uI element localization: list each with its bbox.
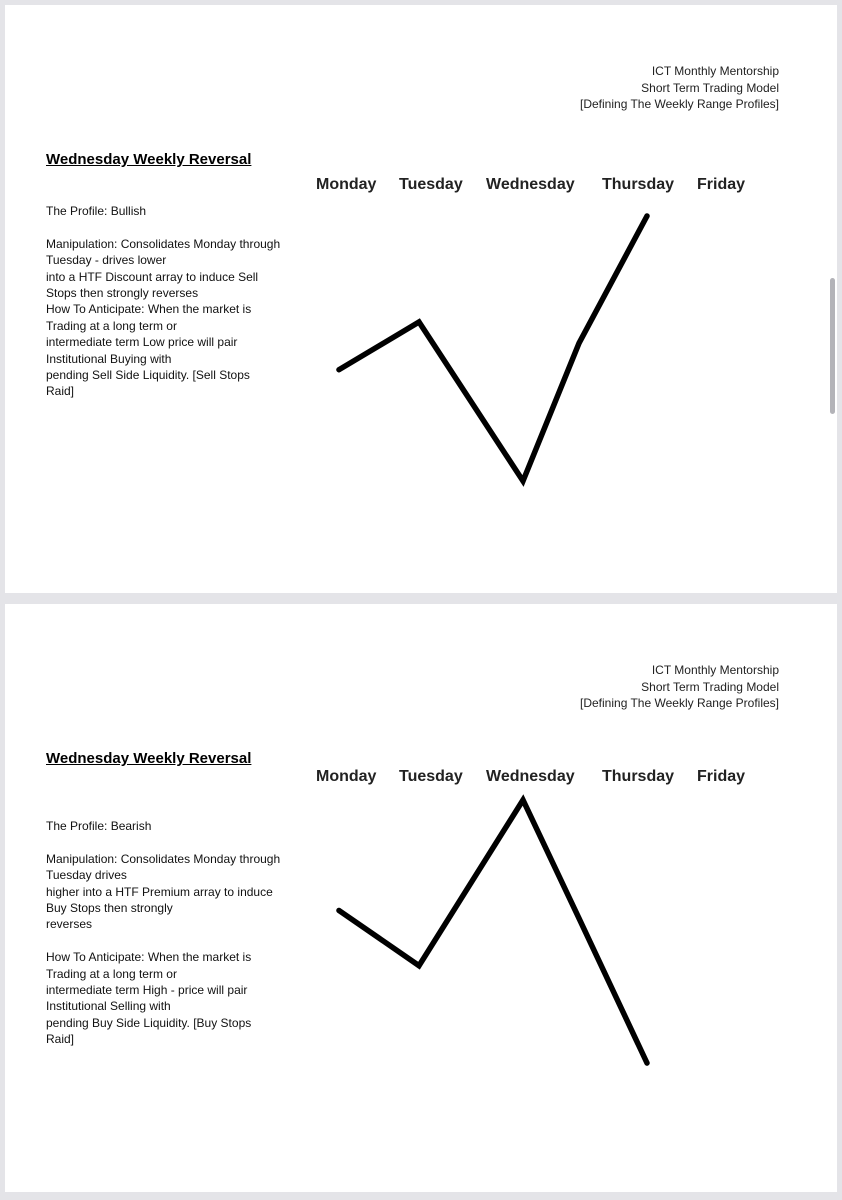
vertical-scrollbar[interactable] bbox=[830, 278, 835, 414]
price-path-point bbox=[644, 1060, 649, 1065]
header-line-1: ICT Monthly Mentorship bbox=[651, 64, 779, 78]
day-label-tuesday: Tuesday bbox=[399, 176, 463, 193]
profile-description bbox=[46, 203, 296, 400]
manipulation-line: Manipulation: Consolidates Monday through bbox=[46, 236, 281, 251]
price-path-point bbox=[336, 367, 341, 372]
price-path-point bbox=[416, 319, 421, 324]
price-path-point bbox=[644, 213, 649, 218]
anticipate-line: intermediate term High - price will pair bbox=[46, 983, 248, 998]
manipulation-line: Manipulation: Consolidates Monday through bbox=[46, 851, 281, 866]
manipulation-line: Stops then strongly reverses bbox=[46, 286, 199, 301]
price-path-line bbox=[339, 216, 647, 481]
manipulation-line: reverses bbox=[46, 917, 93, 932]
price-path-line bbox=[339, 800, 647, 1063]
manipulation-line: higher into a HTF Premium array to induce bbox=[46, 884, 273, 899]
page-title: Wednesday Weekly Reversal bbox=[46, 151, 252, 168]
header-line-3: [Defining The Weekly Range Profiles] bbox=[580, 97, 779, 111]
anticipate-line: Trading at a long term or bbox=[46, 318, 177, 333]
anticipate-line: Institutional Buying with bbox=[46, 351, 172, 366]
anticipate-line: Institutional Selling with bbox=[46, 999, 171, 1014]
page-header bbox=[580, 63, 779, 113]
price-path-point bbox=[520, 478, 525, 483]
price-path-point bbox=[336, 908, 341, 913]
anticipate-line: How To Anticipate: When the market is bbox=[46, 950, 252, 965]
day-label-monday: Monday bbox=[316, 176, 377, 193]
price-path-point bbox=[520, 797, 525, 802]
page-title: Wednesday Weekly Reversal bbox=[46, 750, 252, 767]
day-label-thursday: Thursday bbox=[602, 176, 675, 193]
day-label-wednesday: Wednesday bbox=[486, 176, 575, 193]
day-label-tuesday: Tuesday bbox=[399, 768, 463, 785]
manipulation-line: Tuesday drives bbox=[46, 868, 127, 883]
header-line-2: Short Term Trading Model bbox=[641, 80, 779, 95]
document-page-bearish bbox=[5, 604, 837, 1192]
anticipate-line: How To Anticipate: When the market is bbox=[46, 302, 252, 317]
header-line-1: ICT Monthly Mentorship bbox=[651, 663, 779, 677]
day-label-thursday: Thursday bbox=[602, 768, 675, 785]
document-page-bullish bbox=[5, 5, 837, 593]
day-label-friday: Friday bbox=[697, 176, 746, 193]
profile-type: The Profile: Bullish bbox=[46, 204, 147, 218]
profile-type: The Profile: Bearish bbox=[46, 819, 152, 833]
header-line-2: Short Term Trading Model bbox=[641, 679, 779, 694]
page-header bbox=[580, 662, 779, 712]
day-label-monday: Monday bbox=[316, 768, 377, 785]
anticipate-line: Raid] bbox=[46, 384, 75, 399]
manipulation-line: Buy Stops then strongly bbox=[46, 901, 173, 916]
anticipate-line: pending Sell Side Liquidity. [Sell Stops bbox=[46, 368, 250, 383]
anticipate-line: pending Buy Side Liquidity. [Buy Stops bbox=[46, 1015, 252, 1030]
anticipate-line: intermediate term Low price will pair bbox=[46, 335, 238, 350]
header-line-3: [Defining The Weekly Range Profiles] bbox=[580, 696, 779, 710]
profile-description bbox=[46, 818, 296, 1048]
anticipate-line: Trading at a long term or bbox=[46, 966, 177, 981]
price-path-point bbox=[416, 963, 421, 968]
price-path-point bbox=[576, 916, 581, 921]
day-label-friday: Friday bbox=[697, 768, 746, 785]
manipulation-line: Tuesday - drives lower bbox=[46, 253, 167, 268]
price-path-point bbox=[576, 341, 581, 346]
anticipate-line: Raid] bbox=[46, 1032, 75, 1047]
day-label-wednesday: Wednesday bbox=[486, 768, 575, 785]
manipulation-line: into a HTF Discount array to induce Sell bbox=[46, 269, 259, 284]
